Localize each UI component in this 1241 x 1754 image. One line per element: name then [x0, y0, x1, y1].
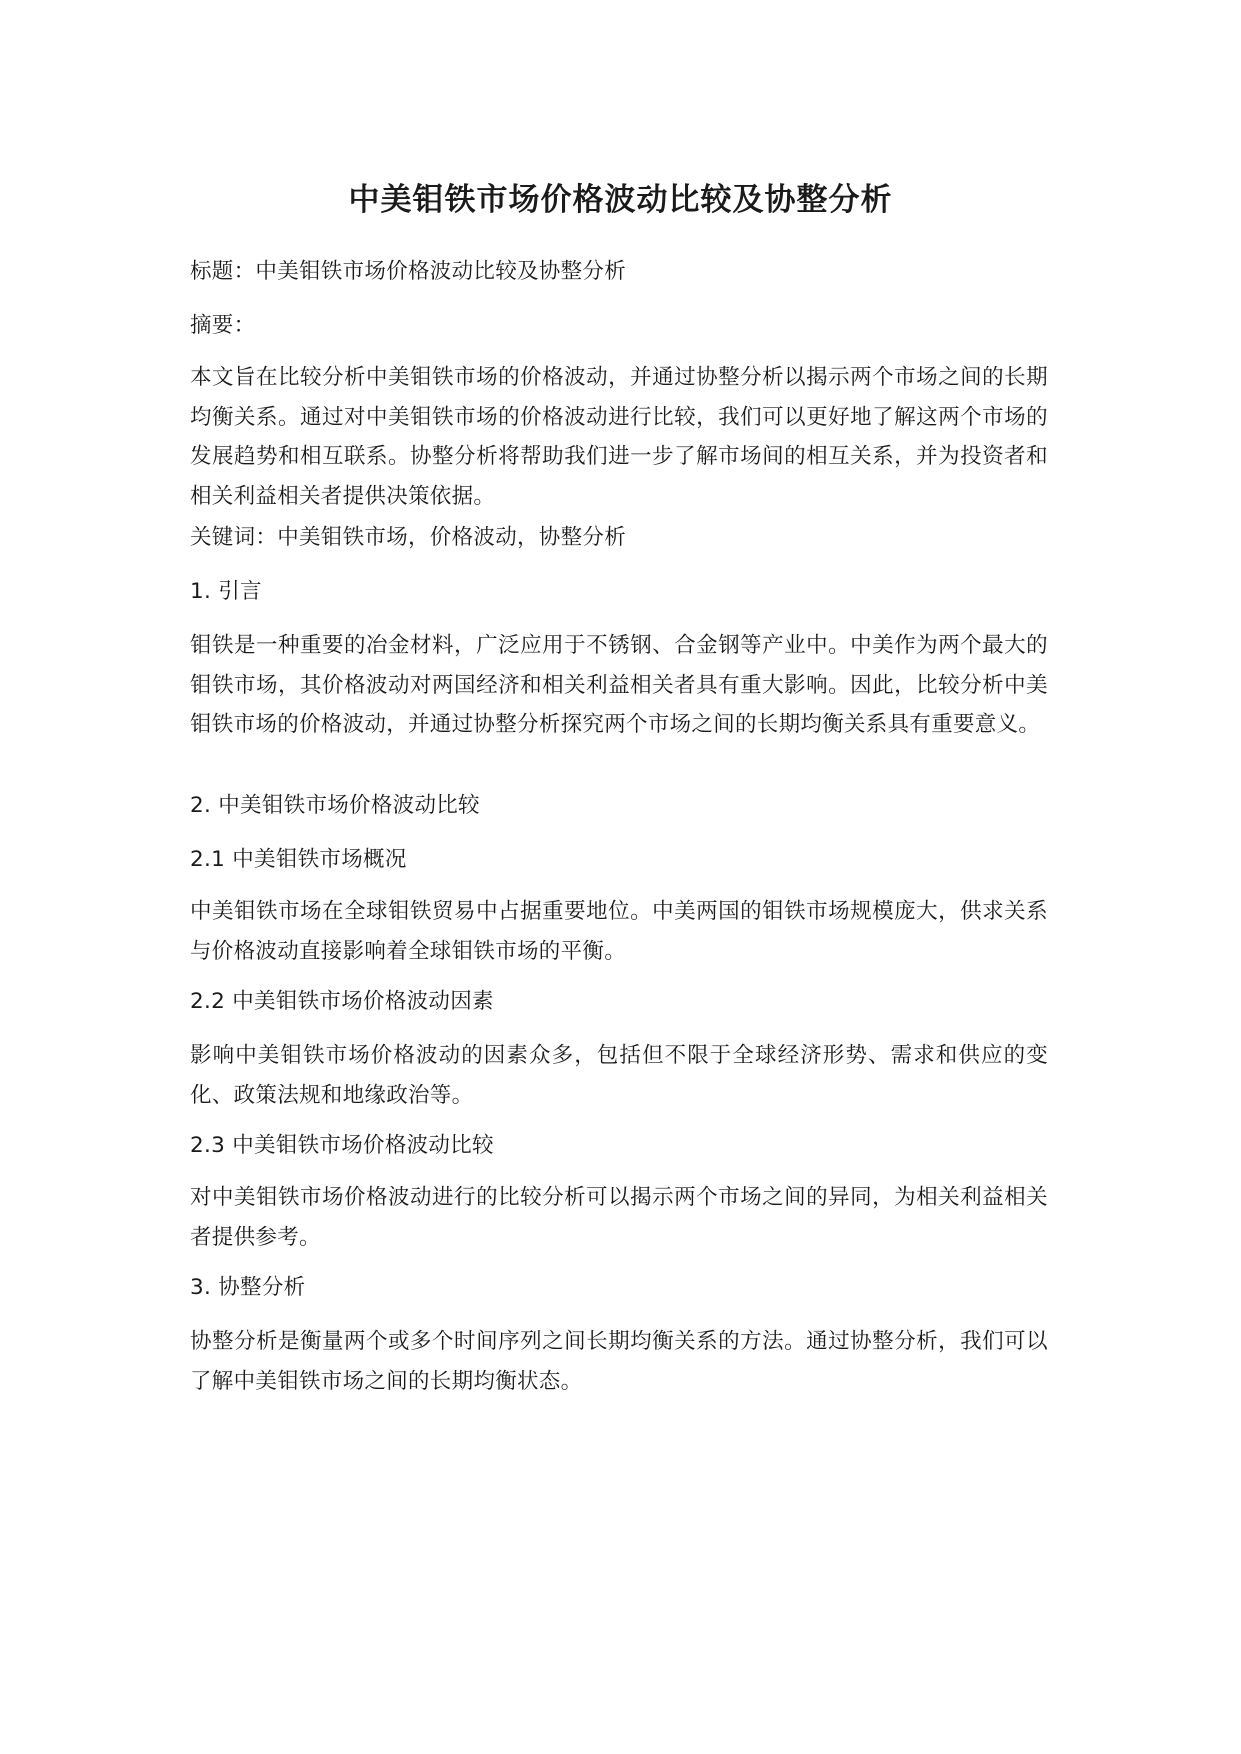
section-text-3: 协整分析是衡量两个或多个时间序列之间长期均衡关系的方法。通过协整分析，我们可以了解中美钼铁市场之间的长期均衡状态。 — [190, 1329, 1048, 1394]
section-heading-3: 3. 协整分析 — [190, 1275, 306, 1300]
section-text-1: 钼铁是一种重要的冶金材料，广泛应用于不锈钢、合金钢等产业中。中美作为两个最大的钼铁市场，其价格波动对两国经济和相关利益相关者具有重大影响。因此，比较分析中美钼铁市场的价格波动，并通过协整分析探究两个市场之间的长期均衡关系具有重要意义。 — [190, 633, 1048, 737]
keywords-line: 关键词：中美钼铁市场，价格波动，协整分析 — [190, 525, 627, 550]
abstract-paragraph: 本文旨在比较分析中美钼铁市场的价格波动，并通过协整分析以揭示两个市场之间的长期均衡关系。通过对中美钼铁市场的价格波动进行比较，我们可以更好地了解这两个市场的发展趋势和相互联系。协整分析将帮助我们进一步了解市场间的相互关系，并为投资者和相关利益相关者提供决策依据。 — [190, 365, 1048, 509]
abstract-label: 摘要： — [190, 313, 256, 338]
section-text-2-3: 对中美钼铁市场价格波动进行的比较分析可以揭示两个市场之间的异同，为相关利益相关者提供参考。 — [190, 1185, 1048, 1250]
section-heading-1: 1. 引言 — [190, 579, 262, 604]
document-title: 中美钼铁市场价格波动比较及协整分析 — [348, 182, 893, 218]
section-text-2-2: 影响中美钼铁市场价格波动的因素众多，包括但不限于全球经济形势、需求和供应的变化、政策法规和地缘政治等。 — [190, 1043, 1048, 1108]
title-line: 标题：中美钼铁市场价格波动比较及协整分析 — [190, 259, 627, 284]
section-heading-2-1: 2.1 中美钼铁市场概况 — [190, 847, 407, 872]
section-heading-2: 2. 中美钼铁市场价格波动比较 — [190, 793, 480, 818]
section-heading-2-3: 2.3 中美钼铁市场价格波动比较 — [190, 1133, 494, 1158]
section-text-2-1: 中美钼铁市场在全球钼铁贸易中占据重要地位。中美两国的钼铁市场规模庞大，供求关系与价格波动直接影响着全球钼铁市场的平衡。 — [190, 899, 1048, 964]
section-heading-2-2: 2.2 中美钼铁市场价格波动因素 — [190, 989, 494, 1014]
